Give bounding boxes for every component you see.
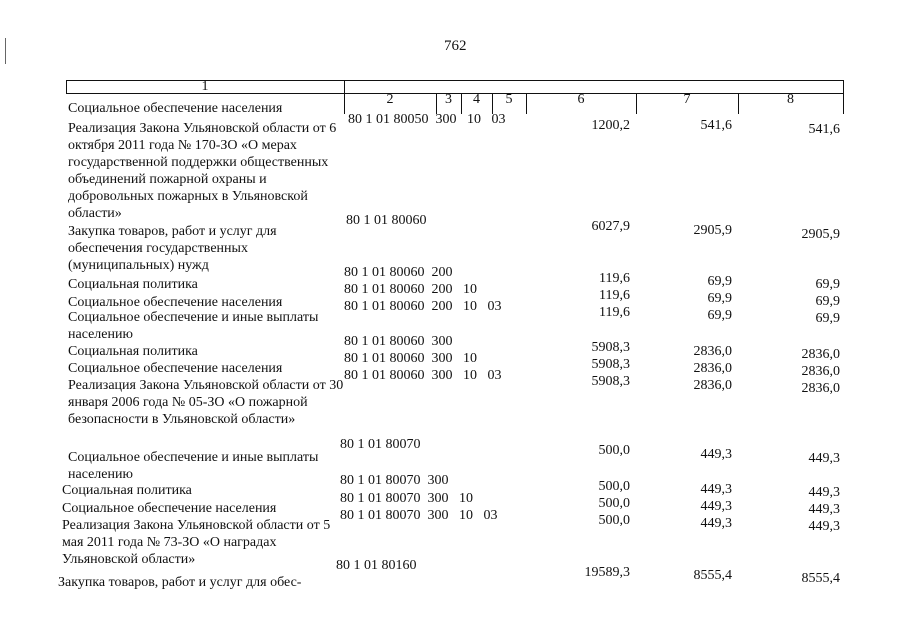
row-value-col6: 1200,2	[591, 118, 630, 133]
row-value-col7: 449,3	[700, 447, 732, 462]
row-value-col7: 2836,0	[693, 361, 732, 376]
row-value-col8: 69,9	[815, 311, 840, 326]
row-code: 80 1 01 80070	[340, 437, 421, 452]
row-code: 80 1 01 80070 300 10 03	[340, 508, 498, 523]
row-name: Социальное обеспечение населения	[68, 101, 283, 116]
row-value-col8: 449,3	[808, 519, 840, 534]
row-value-col6: 500,0	[598, 479, 630, 494]
row-value-col6: 5908,3	[591, 374, 630, 389]
row-value-col8: 69,9	[815, 294, 840, 309]
row-value-col7: 69,9	[707, 291, 732, 306]
header-col-4: 4	[473, 92, 480, 107]
row-name: Социальное обеспечение населения	[68, 361, 283, 376]
row-code: 80 1 01 80060 200	[344, 265, 453, 280]
header-col-5: 5	[505, 92, 513, 107]
row-value-col6: 500,0	[598, 513, 630, 528]
row-code: 80 1 01 80050 300 10 03	[348, 112, 506, 127]
row-name: Социальное обеспечение населения	[62, 501, 277, 516]
row-name: Реализация Закона Ульяновской области от 30 января 2006 года № 05-ЗО «О пожарной безопасности в Ульяновской области»	[68, 378, 344, 427]
row-value-col6: 500,0	[598, 443, 630, 458]
header-col-2: 2	[386, 92, 394, 107]
row-value-col7: 69,9	[707, 274, 732, 289]
row-name: Реализация Закона Ульяновской области от 6 октября 2011 года № 170-ЗО «О мерах государственной поддержки общественных объединений пожарной охраны и добровольных пожарных в Ульяновской области»	[68, 121, 337, 221]
row-value-col7: 69,9	[707, 308, 732, 323]
row-value-col6: 119,6	[599, 288, 630, 303]
row-value-col8: 69,9	[815, 277, 840, 292]
row-code: 80 1 01 80070 300 10	[340, 491, 473, 506]
header-col-8: 8	[787, 92, 794, 107]
row-code: 80 1 01 80070 300	[340, 473, 449, 488]
row-value-col6: 5908,3	[591, 340, 630, 355]
row-value-col7: 2836,0	[693, 344, 732, 359]
row-value-col8: 449,3	[808, 502, 840, 517]
row-value-col8: 449,3	[808, 485, 840, 500]
row-value-col8: 449,3	[808, 451, 840, 466]
row-value-col8: 2836,0	[801, 347, 840, 362]
row-value-col7: 8555,4	[693, 568, 732, 583]
row-code: 80 1 01 80060 300 10	[344, 351, 477, 366]
row-value-col6: 5908,3	[591, 357, 630, 372]
row-value-col7: 2905,9	[693, 223, 732, 238]
row-value-col7: 449,3	[700, 499, 732, 514]
row-value-col7: 449,3	[700, 516, 732, 531]
row-value-col7: 541,6	[700, 118, 732, 133]
row-name: Закупка товаров, работ и услуг для обеспечения государственных (муниципальных) нужд	[68, 224, 277, 273]
row-value-col6: 19589,3	[584, 565, 630, 580]
row-value-col8: 541,6	[808, 122, 840, 137]
row-code: 80 1 01 80060 300	[344, 334, 453, 349]
row-name: Реализация Закона Ульяновской области от 5 мая 2011 года № 73-ЗО «О наградах Ульяновской области»	[62, 518, 331, 567]
row-value-col8: 8555,4	[801, 571, 840, 586]
header-col-7: 7	[683, 92, 691, 107]
row-value-col7: 2836,0	[693, 378, 732, 393]
page-number: 762	[444, 38, 467, 54]
row-name: Социальная политика	[68, 344, 198, 359]
row-code: 80 1 01 80060 300 10 03	[344, 368, 502, 383]
row-value-col6: 119,6	[599, 305, 630, 320]
header-col-6: 6	[577, 92, 585, 107]
row-name: Социальное обеспечение и иные выплаты населению	[68, 450, 319, 482]
row-name: Социальное обеспечение и иные выплаты населению	[68, 310, 319, 342]
row-code: 80 1 01 80060 200 10	[344, 282, 477, 297]
row-name: Социальное обеспечение населения	[68, 295, 283, 310]
row-value-col8: 2836,0	[801, 381, 840, 396]
header-col-1: 1	[201, 79, 209, 94]
row-value-col8: 2836,0	[801, 364, 840, 379]
row-code: 80 1 01 80060	[346, 213, 427, 228]
row-code: 80 1 01 80160	[336, 558, 417, 573]
header-col-3: 3	[445, 92, 452, 107]
row-value-col8: 2905,9	[801, 227, 840, 242]
row-name: Социальная политика	[62, 483, 192, 498]
row-value-col6: 6027,9	[591, 219, 630, 234]
row-value-col6: 500,0	[598, 496, 630, 511]
row-value-col6: 119,6	[599, 271, 630, 286]
row-code: 80 1 01 80060 200 10 03	[344, 299, 502, 314]
row-name: Закупка товаров, работ и услуг для обес-	[58, 575, 302, 590]
row-name: Социальная политика	[68, 277, 198, 292]
row-value-col7: 449,3	[700, 482, 732, 497]
